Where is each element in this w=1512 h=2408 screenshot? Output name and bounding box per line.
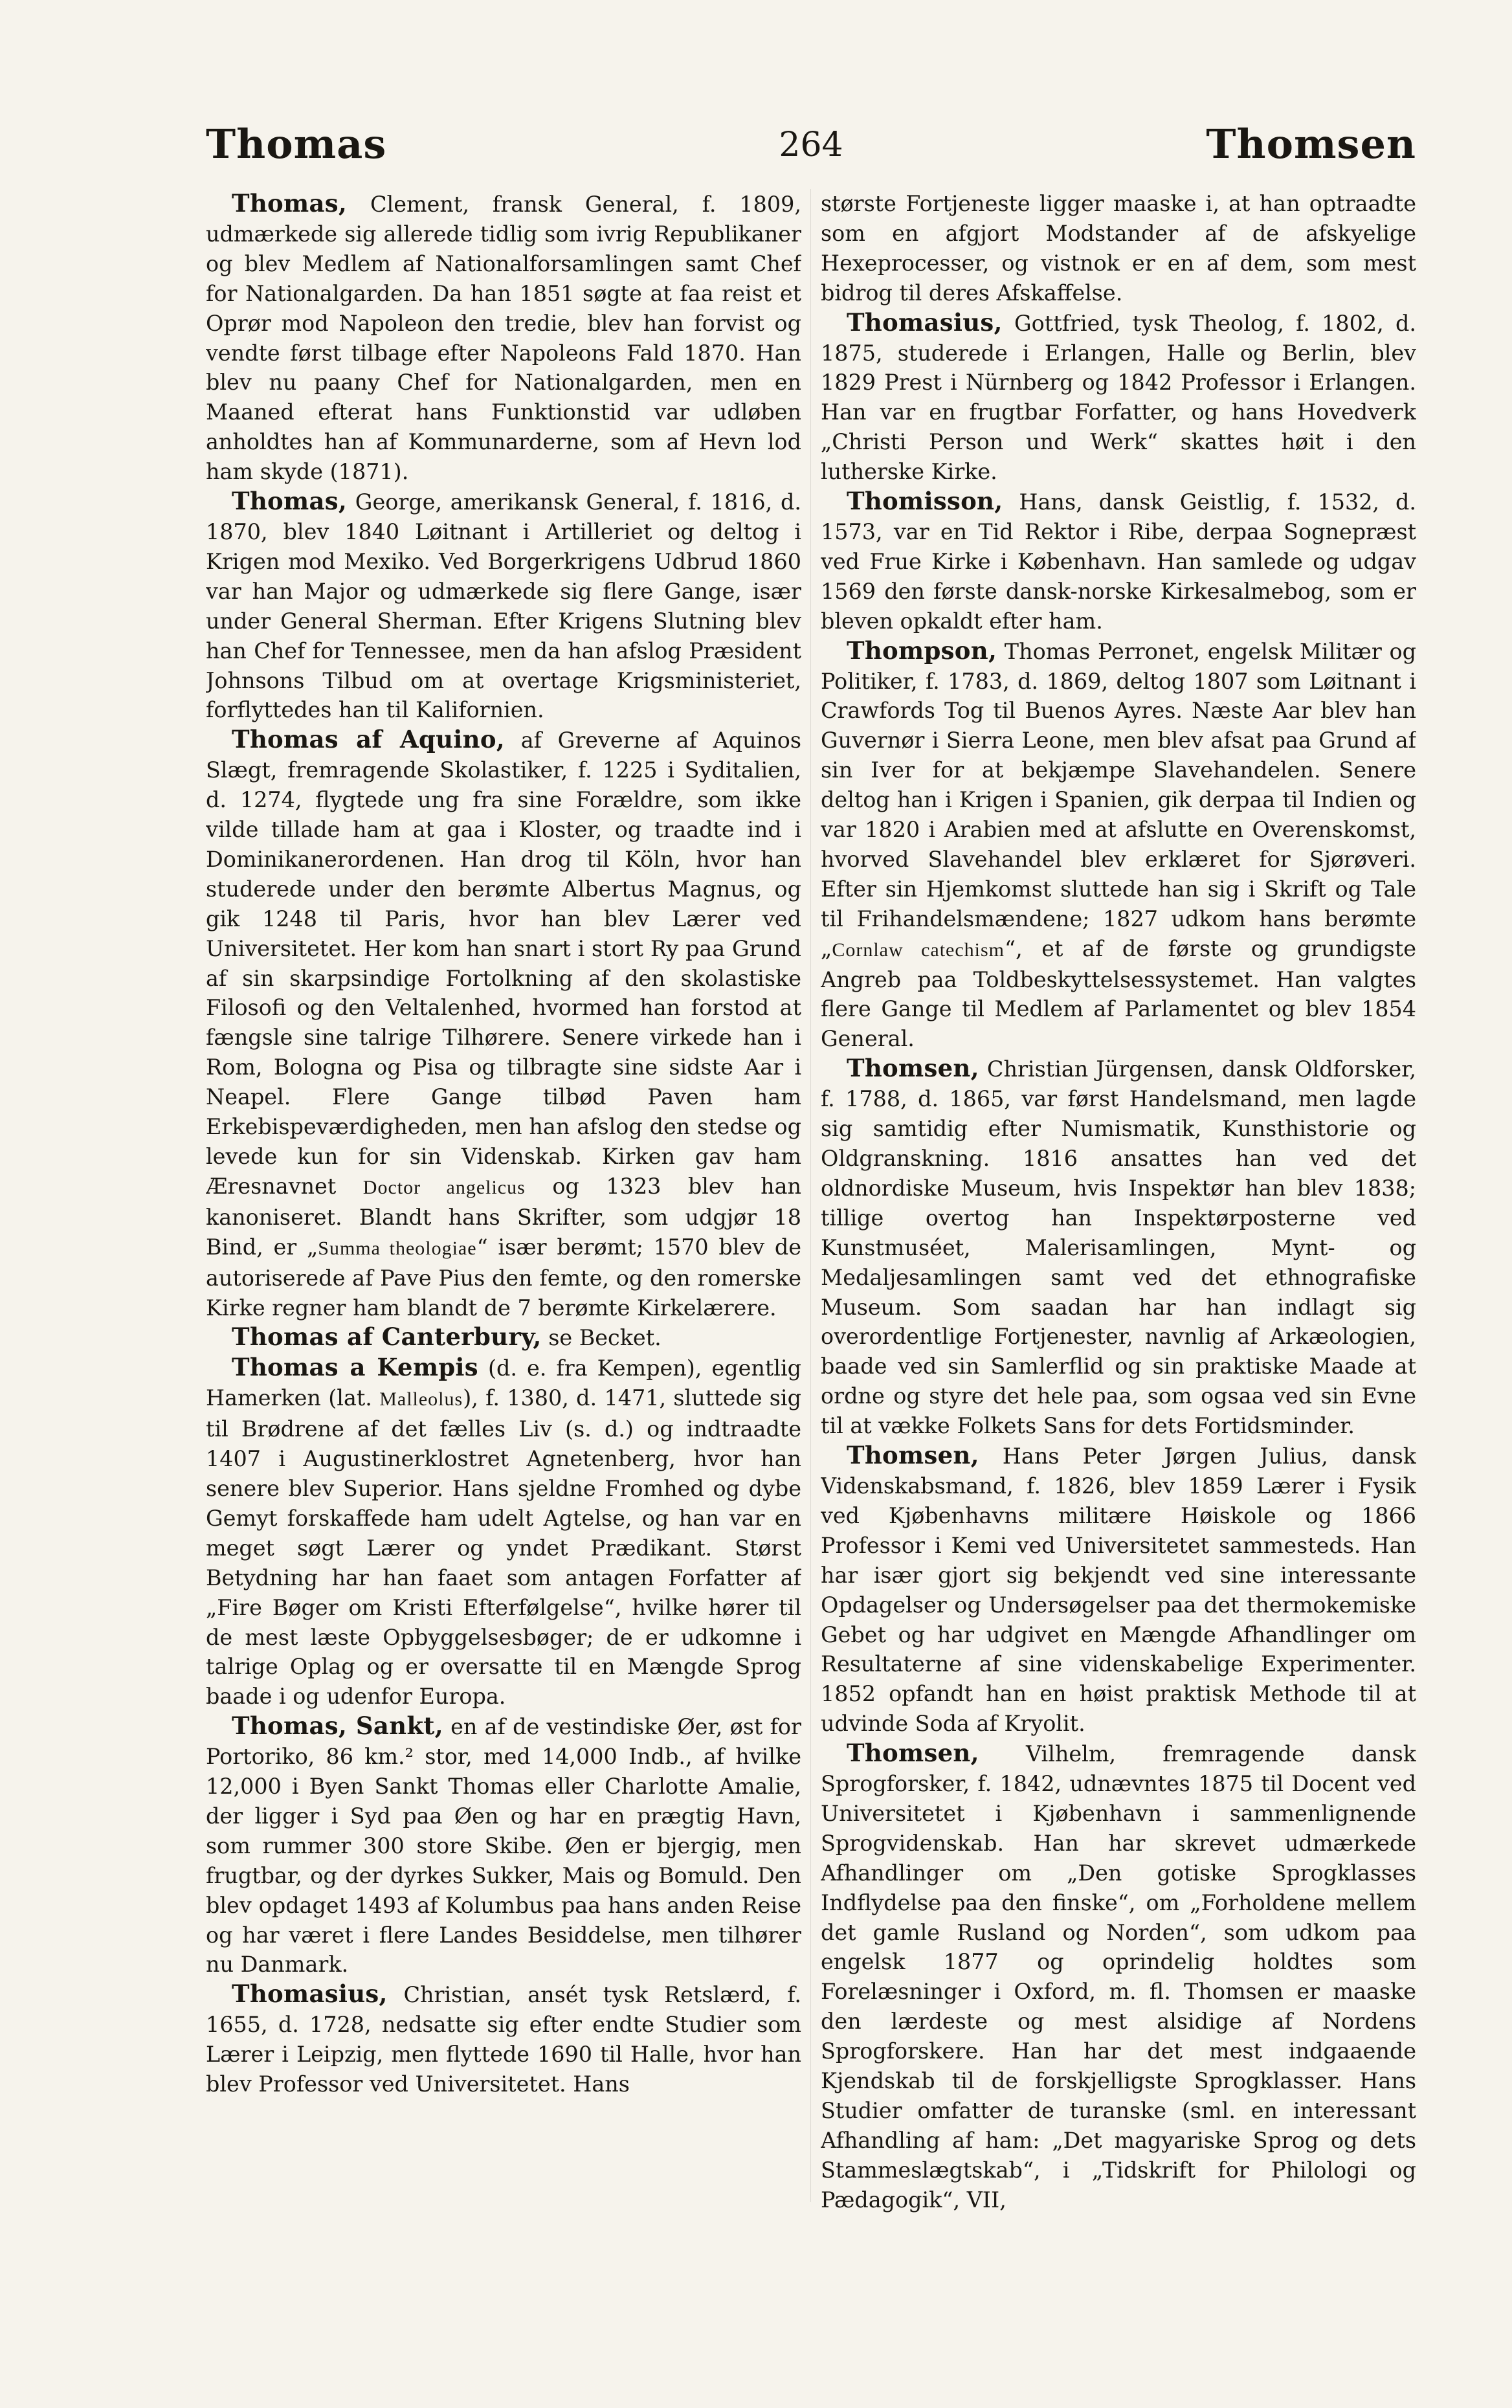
- running-head-left: Thomas: [206, 120, 387, 168]
- column-gutter: [810, 189, 811, 2202]
- headword: Thomsen,: [847, 1441, 979, 1470]
- entry-text: “, et af de første og grundigste Angreb paa Toldbeskyttelsessystemet. Han valgtes flere Gange til Medlem af Parlamentet og blev 1854 General.: [821, 935, 1416, 1052]
- latin-phrase: Doctor angelicus: [362, 1176, 526, 1198]
- headword: Thomas,: [232, 487, 348, 516]
- headword: Thompson,: [847, 636, 997, 665]
- headword: Thomisson,: [847, 487, 1003, 516]
- entry-text: George, amerikansk General, f. 1816, d. 1870, blev 1840 Løitnant i Artilleriet og deltog i Krigen mod Mexiko. Ved Borgerkrigens Udbrud 1860 var han Major og udmærkede sig flere Gange, især under General Sherman. Efter Krigens Slutning blev han Chef for Tennessee, men da han afslog Præsident Johnsons Tilbud om at overtage Krigsministeriet, forflyttedes han til Kalifornien.: [206, 489, 801, 723]
- entry-text: en af de vestindiske Øer, øst for Portoriko, 86 km.² stor, med 14,000 Indb., af hvilke 12,000 i Byen Sankt Thomas eller Charlotte Amalie, der ligger i Syd paa Øen og har en prægtig Havn, som rummer 300 store Skibe. Øen er bjergig, men frugtbar, og der dyrkes Sukker, Mais og Bomuld. Den blev opdaget 1493 af Kolumbus paa hans anden Reise og har været i flere Landes Besiddelse, men tilhører nu Danmark.: [206, 1714, 801, 1978]
- entry-text: Clement, fransk General, f. 1809, udmærkede sig allerede tidlig som ivrig Republikaner og blev Medlem af Nationalforsamlingen samt Chef for Nationalgarden. Da han 1851 søgte at faa reist et Oprør mod Napoleon den tredie, blev han forvist og vendte først tilbage efter Napoleons Fald 1870. Han blev nu paany Chef for Nationalgarden, men en Maaned efterat hans Funktionstid var udløben anholdtes han af Kommunarderne, som af Hevn lod ham skyde (1871).: [206, 192, 801, 485]
- entry-thomsen-hans-peter: [821, 1441, 1416, 1739]
- headword: Thomsen,: [847, 1054, 979, 1083]
- entry-text: Thomas Perronet, engelsk Militær og Politiker, f. 1783, d. 1869, deltog 1807 som Løitnant i Crawfords Tog til Buenos Ayres. Næste Aar blev han Guvernør i Sierra Leone, men blev afsat paa Grund af sin Iver for at bekjæmpe Slavehandelen. Senere deltog han i Krigen i Spanien, gik derpaa til Indien og var 1820 i Arabien med at afslutte en Overenskomst, hvorved Slavehandel blev erklæret for Sjørøveri. Efter sin Hjemkomst sluttede han sig i Skrift og Tale til Frihandelsmændene; 1827 udkom hans berømte „: [821, 638, 1416, 961]
- headword: Thomas a Kempis: [232, 1353, 478, 1382]
- page-number: 264: [779, 126, 843, 164]
- entry-thomas-af-aquino: [206, 725, 801, 1322]
- headword: Thomas, Sankt,: [232, 1711, 443, 1741]
- entry-thomas-sankt: [206, 1711, 801, 1979]
- running-head-right: Thomsen: [1206, 120, 1416, 168]
- entry-text: Hans Peter Jørgen Julius, dansk Videnskabsmand, f. 1826, blev 1859 Lærer i Fysik ved Kjøbenhavns militære Høiskole og 1866 Professor i Kemi ved Universitetet sammesteds. Han har især gjort sig bekjendt ved sine interessante Opdagelser og Undersøgelser paa det thermokemiske Gebet og har udgivet en Mængde Afhandlinger om Resultaterne af sine videnskabelige Experimenter. 1852 opfandt han en høist praktisk Methode til at udvinde Soda af Kryolit.: [821, 1444, 1416, 1737]
- headword: Thomas af Canterbury,: [232, 1322, 542, 1352]
- entry-thomsen-christian: [821, 1054, 1416, 1441]
- headword: Thomas af Aquino,: [232, 725, 505, 754]
- entry-text: Christian Jürgensen, dansk Oldforsker, f. 1788, d. 1865, var først Handelsmand, men lagde sig samtidig efter Numismatik, Kunsthistorie og Oldgranskning. 1816 ansattes han ved det oldnordiske Museum, hvis Inspektør han blev 1838; tillige overtog han Inspektørposterne ved Kunstmuséet, Malerisamlingen, Mynt- og Medaljesamlingen samt ved det ethnografiske Museum. Som saadan har han indlagt sig overordentlige Fortjenester, navnlig af Arkæologien, baade ved sin Samlerflid og sin praktiske Maade at ordne og styre det hele paa, som ogsaa ved sin Evne til at vække Folkets Sans for dets Fortidsminder.: [821, 1056, 1416, 1439]
- english-title: Cornlaw catechism: [832, 939, 1005, 961]
- entry-thomas-a-kempis: [206, 1353, 801, 1711]
- entry-text: Vilhelm, fremragende dansk Sprogforsker, f. 1842, udnævntes 1875 til Docent ved Universitetet i Kjøbenhavn i sammenlignende Sprogvidenskab. Han har skrevet udmærkede Afhandlinger om „Den gotiske Sprogklasses Indflydelse paa den finske“, om „Forholdene mellem det gamle Rusland og Norden“, som udkom paa engelsk 1877 og oprindelig holdtes som Forelæsninger i Oxford, m. fl. Thomsen er maaske den lærdeste og mest alsidige af Nordens Sprogforskere. Han har det mest indgaaende Kjendskab til de forskjelligste Sprogklasser. Hans Studier omfatter de turanske (sml. en interessant Afhandling af ham: „Det magyariske Sprog og dets Stammeslægtskab“, i „Tidskrift for Philologi og Pædagogik“, VII,: [821, 1741, 1416, 2213]
- latin-phrase: Summa theologiae: [318, 1237, 477, 1259]
- headword: Thomasius,: [232, 1979, 388, 2009]
- entry-thomsen-vilhelm: [821, 1739, 1416, 2215]
- entry-thomasius-christian: [206, 1979, 801, 2099]
- headword: Thomsen,: [847, 1739, 979, 1768]
- entry-text: (d. e. fra Kempen), egentlig Hamerken (lat.: [206, 1355, 801, 1411]
- entry-thomisson-hans: [821, 487, 1416, 636]
- entry-text: Hans, dansk Geistlig, f. 1532, d. 1573, var en Tid Rektor i Ribe, derpaa Sognepræst ved Frue Kirke i København. Han samlede og udgav 1569 den første dansk-norske Kirkesalmebog, som er bleven opkaldt efter ham.: [821, 489, 1416, 634]
- running-head: [206, 120, 1416, 179]
- entry-thompson-thomas: [821, 636, 1416, 1054]
- right-column: [821, 189, 1416, 2247]
- entry-thomasius-gottfried: [821, 308, 1416, 487]
- entry-thomas-clement: [206, 189, 801, 487]
- entry-continuation: [821, 189, 1416, 308]
- entry-thomas-george: [206, 487, 801, 725]
- entry-text: største Fortjeneste ligger maaske i, at han optraadte som en afgjort Modstander af de afskyelige Hexeprocesser, og vistnok er en af dem, som mest bidrog til deres Afskaffelse.: [821, 191, 1416, 306]
- entry-thomas-af-canterbury: [206, 1322, 801, 1353]
- entry-text: se Becket.: [541, 1325, 662, 1351]
- entry-text: ), f. 1380, d. 1471, sluttede sig til Brødrene af det fælles Liv (s. d.) og indtraadte 1407 i Augustinerklostret Agnetenberg, hvor han senere blev Superior. Hans sjeldne Fromhed og dybe Gemyt forskaffede ham udelt Agtelse, og han var en meget søgt Lærer og yndet Prædikant. Størst Betydning har han faaet som antagen Forfatter af „Fire Bøger om Kristi Efterfølgelse“, hvilke hører til de mest læste Opbyggelsesbøger; de er udkomne i talrige Oplag og er oversatte til en Mængde Sprog baade i og udenfor Europa.: [206, 1385, 801, 1710]
- headword: Thomas,: [232, 189, 348, 217]
- latin-phrase: Malleolus: [379, 1388, 463, 1410]
- entry-text: og 1323 blev han kanoniseret. Blandt hans Skrifter, som udgjør 18 Bind, er „: [206, 1173, 801, 1260]
- headword: Thomasius,: [847, 307, 1003, 337]
- entry-text: af Greverne af Aquinos Slægt, fremragende Skolastiker, f. 1225 i Syditalien, d. 1274, flygtede ung fra sine Forældre, som ikke vilde tillade ham at gaa i Kloster, og traadte ind i Dominikanerordenen. Han drog til Köln, hvor han studerede under den berømte Albertus Magnus, og gik 1248 til Paris, hvor han blev Lærer ved Universitetet. Her kom han snart i stort Ry paa Grund af sin skarpsindige Fortolkning af den skolastiske Filosofi og den Veltalenhed, hvormed han forstod at fængsle sine talrige Tilhørere. Senere virkede han i Rom, Bologna og Pisa og tilbragte sine sidste Aar i Neapel. Flere Gange tilbød Paven ham Erkebispeværdigheden, men han afslog den stedse og levede kun for sin Videnskab. Kirken gav ham Æresnavnet: [206, 728, 801, 1199]
- left-column: [206, 189, 801, 2247]
- entry-text: “ især berømt; 1570 blev de autoriserede af Pave Pius den femte, og den romerske Kirke regner ham blandt de 7 berømte Kirkelærere.: [206, 1234, 801, 1321]
- entry-text: Gottfried, tysk Theolog, f. 1802, d. 1875, studerede i Erlangen, Halle og Berlin, blev 1829 Prest i Nürnberg og 1842 Professor i Erlangen. Han var en frugtbar Forfatter, og hans Hovedverk „Christi Person und Werk“ skattes høit i den lutherske Kirke.: [821, 310, 1416, 485]
- entry-text: Christian, ansét tysk Retslærd, f. 1655, d. 1728, nedsatte sig efter endte Studier som Lærer i Leipzig, men flyttede 1690 til Halle, hvor han blev Professor ved Universitetet. Hans: [206, 1982, 801, 2097]
